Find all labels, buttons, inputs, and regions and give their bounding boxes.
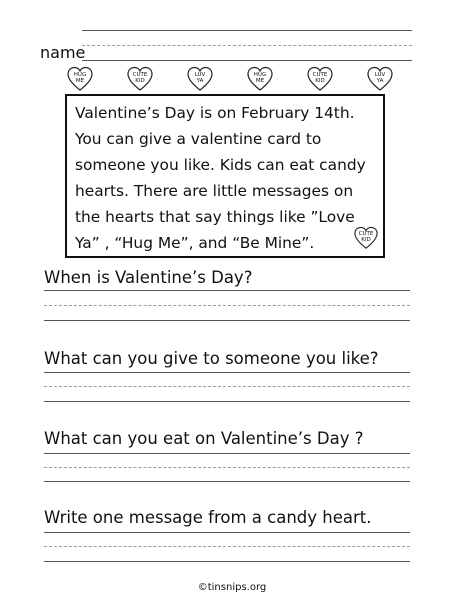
answer-line-top[interactable]	[44, 372, 410, 373]
question-4: Write one message from a candy heart.	[44, 508, 372, 527]
answer-line-bottom[interactable]	[44, 481, 410, 482]
passage-line: Ya” , “Hug Me”, and “Be Mine”.	[75, 234, 315, 252]
heart-text: YA	[196, 78, 204, 84]
question-3: What can you eat on Valentine’s Day ?	[44, 429, 364, 448]
heart-text: CUTE	[312, 72, 328, 78]
reading-passage	[75, 100, 375, 256]
answer-line-mid	[44, 546, 410, 547]
passage-line: someone you like. Kids can eat candy	[75, 156, 366, 174]
answer-line-bottom[interactable]	[44, 561, 410, 562]
candy-heart-icon	[354, 226, 378, 250]
answer-line-top[interactable]	[44, 532, 410, 533]
answer-line-mid	[44, 305, 410, 306]
passage-line: Valentine’s Day is on February 14th.	[75, 104, 355, 122]
answer-line-bottom[interactable]	[44, 401, 410, 402]
heart-text: ME	[255, 78, 265, 84]
passage-line: hearts. There are little messages on	[75, 182, 354, 200]
heart-text: HUG	[73, 72, 87, 78]
answer-line-mid	[44, 386, 410, 387]
name-writing-line-top	[82, 30, 412, 31]
question-1: When is Valentine’s Day?	[44, 268, 253, 287]
passage-line: You can give a valentine card to	[75, 130, 322, 148]
heart-text: YA	[376, 78, 384, 84]
answer-line-top[interactable]	[44, 453, 410, 454]
heart-text: KID	[315, 78, 325, 84]
candy-heart-icon	[187, 66, 213, 92]
name-label: name	[40, 43, 86, 62]
footer-credit: ©tinsnips.org	[197, 582, 267, 593]
heart-text: CUTE	[358, 231, 374, 237]
answer-line-bottom[interactable]	[44, 320, 410, 321]
passage-line: the hearts that say things like ”Love	[75, 208, 355, 226]
heart-text: KID	[135, 78, 145, 84]
name-writing-line-bottom	[82, 60, 412, 61]
reading-passage-box	[65, 94, 385, 258]
candy-heart-icon	[367, 66, 393, 92]
name-writing-line-mid	[82, 45, 412, 46]
candy-heart-icon	[127, 66, 153, 92]
heart-text: LUV	[194, 72, 206, 78]
heart-text: KID	[361, 237, 371, 243]
heart-text: CUTE	[132, 72, 148, 78]
heart-text: ME	[75, 78, 85, 84]
answer-line-mid	[44, 467, 410, 468]
candy-heart-icon	[307, 66, 333, 92]
heart-text: LUV	[374, 72, 386, 78]
question-2: What can you give to someone you like?	[44, 349, 379, 368]
answer-line-top[interactable]	[44, 290, 410, 291]
candy-heart-icon	[67, 66, 93, 92]
candy-heart-icon	[247, 66, 273, 92]
heart-text: HUG	[253, 72, 267, 78]
